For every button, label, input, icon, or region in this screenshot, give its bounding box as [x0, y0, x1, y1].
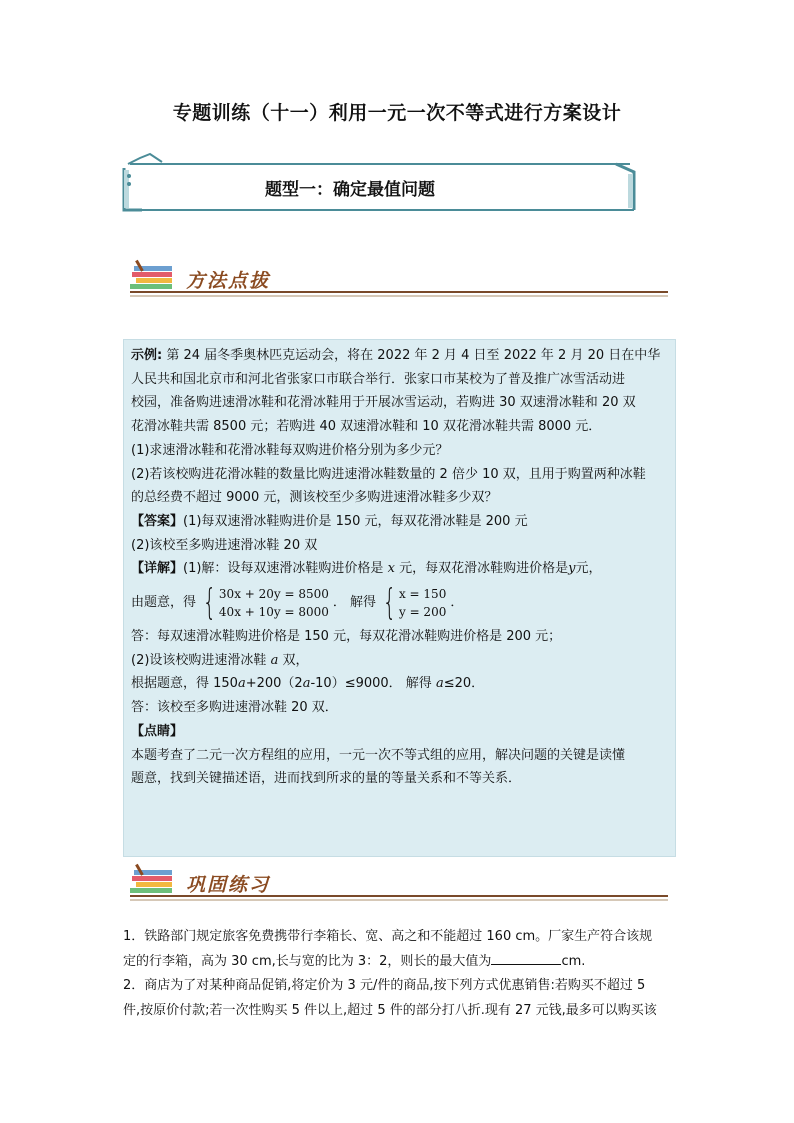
practice-heading: [128, 862, 673, 906]
page-title: 专题训练（十一）利用一元一次不等式进行方案设计: [172, 102, 622, 124]
example-line: 人民共和国北京市和河北省张家口市联合举行．张家口市某校为了普及推广冰雪活动进: [131, 371, 626, 387]
method-heading-label: 方法点拔: [186, 270, 271, 292]
section-title: 题型一：确定最值问题: [265, 180, 435, 200]
solution-system: { x = 150 y = 200: [382, 582, 447, 624]
exercise-line: 件,按原价付款;若一次性购买 5 件以上,超过 5 件的部分打八折.现有 27 元钱,最多可以购买该: [123, 1002, 657, 1018]
example-line: 校园，准备购进速滑冰鞋和花滑冰鞋用于开展冰雪运动，若购进 30 双速滑冰鞋和 20 双: [131, 395, 636, 411]
comment-line: 本题考查了二元一次方程组的应用，一元一次不等式组的应用，解决问题的关键是读懂: [131, 747, 626, 763]
example-box: [123, 339, 676, 857]
detail-line: 答：每双速滑冰鞋购进价格是 150 元，每双花滑冰鞋购进价格是 200 元；: [131, 629, 562, 645]
example-line: 花滑冰鞋共需 8500 元；若购进 40 双速滑冰鞋和 10 双花滑冰鞋共需 8000 元．: [131, 419, 602, 435]
detail-line: 【详解】(1)解：设每双速滑冰鞋购进价格是 x 元，每双花滑冰鞋购进价格是y元，: [131, 561, 602, 577]
example-line: (2)若该校购进花滑冰鞋的数量比购进速滑冰鞋数量的 2 倍少 10 双，且用于购置两种冰鞋: [131, 466, 646, 482]
equation-system-line: 由题意，得 { 30x + 20y = 8500 40x + 10y = 8000 ． 解得 { x = 150 y = 200 ．: [131, 582, 464, 624]
example-intro: 示例: 第 24 届冬季奥林匹克运动会，将在 2022 年 2 月 4 日至 2022 年 2 月 20 日在中华: [131, 348, 661, 363]
detail-line: 答：该校至多购进速滑冰鞋 20 双．: [131, 700, 338, 716]
example-line: 的总经费不超过 9000 元，测该校至少多购进速滑冰鞋多少双？: [131, 490, 498, 506]
exercise-line: 1．铁路部门规定旅客免费携带行李箱长、宽、高之和不能超过 160 cm。厂家生产符合该规: [123, 929, 653, 944]
comment-line: 题意，找到关键描述语，进而找到所求的量的等量关系和不等关系．: [131, 771, 522, 787]
method-heading: [128, 258, 673, 302]
comment-label: 【点睛】: [131, 723, 184, 739]
section-banner: [120, 150, 640, 218]
answer-blank[interactable]: [491, 950, 561, 965]
exercise-line: 定的行李箱，高为 30 cm,长与宽的比为 3：2，则长的最大值为 cm.: [123, 950, 683, 975]
answer-line: (2)该校至多购进速滑冰鞋 20 双: [131, 537, 318, 553]
exercise-line: 2．商店为了对某种商品促销,将定价为 3 元/件的商品,按下列方式优惠销售:若购买不超过 5: [123, 978, 646, 993]
detail-line: 根据题意，得 150a+200（2a-10）≤9000． 解得 a≤20．: [131, 676, 485, 692]
exercise-list: [123, 925, 683, 1023]
example-line: (1)求速滑冰鞋和花滑冰鞋每双购进价格分别为多少元？: [131, 442, 449, 458]
detail-line: (2)设该校购进速滑冰鞋 a 双，: [131, 652, 309, 668]
equation-system: { 30x + 20y = 8500 40x + 10y = 8000: [202, 582, 329, 624]
answer-line: 【答案】(1)每双速滑冰鞋购进价是 150 元，每双花滑冰鞋是 200 元: [131, 513, 528, 529]
practice-heading-label: 巩固练习: [186, 874, 271, 896]
